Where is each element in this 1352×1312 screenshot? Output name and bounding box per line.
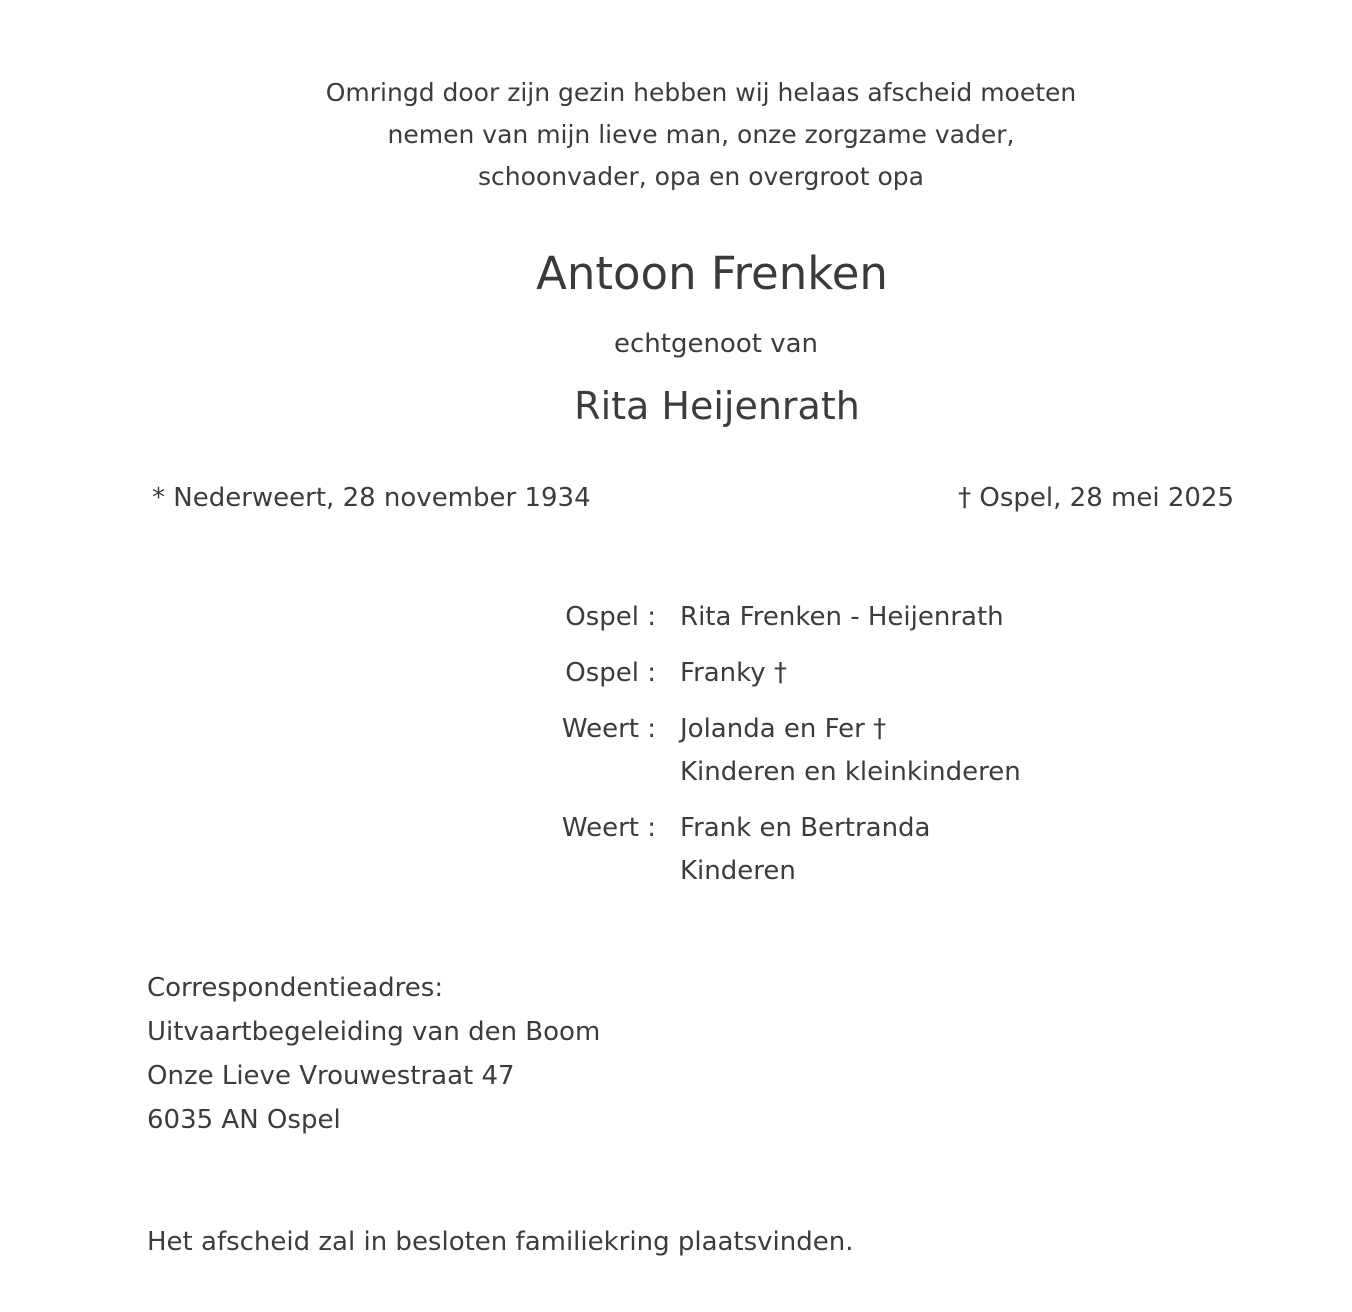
family-name-line: Rita Frenken - Heijenrath (680, 602, 1004, 632)
family-name-line: Franky † (680, 658, 787, 688)
correspondence-heading: Correspondentieadres: (147, 973, 444, 1003)
relation-text: echtgenoot van (613, 329, 818, 359)
closing-text: Het afscheid zal in besloten familiekring plaatsvinden. (147, 1227, 854, 1257)
family-list (0, 596, 1352, 893)
family-name-line: Frank en Bertranda (680, 813, 931, 843)
birth-date: * Nederweert, 28 november 1934 (152, 483, 591, 513)
intro-line-3: schoonvader, opa en overgroot opa (478, 162, 924, 191)
correspondence-line: 6035 AN Ospel (147, 1105, 341, 1135)
family-names (680, 596, 1352, 639)
correspondence-line: Onze Lieve Vrouwestraat 47 (147, 1061, 515, 1091)
family-name-line: Kinderen (680, 856, 796, 886)
intro-line-1: Omringd door zijn gezin hebben wij helaas afscheid moeten (325, 78, 1077, 107)
family-row (0, 807, 1352, 893)
family-row (0, 652, 1352, 695)
intro-line-2: nemen van mijn lieve man, onze zorgzame vader, (387, 120, 1015, 149)
family-row (0, 708, 1352, 794)
correspondence-line: Uitvaartbegeleiding van den Boom (147, 1017, 601, 1047)
family-row (0, 596, 1352, 639)
family-place: Weert : (561, 813, 656, 843)
death-date: † Ospel, 28 mei 2025 (958, 483, 1234, 513)
family-names (680, 652, 1352, 695)
family-place: Weert : (561, 714, 656, 744)
family-place: Ospel : (565, 658, 656, 688)
intro-text (0, 72, 1352, 198)
family-name-line: Jolanda en Fer † (680, 714, 887, 744)
family-name-line: Kinderen en kleinkinderen (680, 757, 1021, 787)
spouse-name: Rita Heijenrath (574, 384, 860, 428)
family-names (680, 807, 1352, 893)
correspondence-address (147, 966, 600, 1142)
family-names (680, 708, 1352, 794)
deceased-name: Antoon Frenken (536, 247, 888, 300)
family-place: Ospel : (565, 602, 656, 632)
